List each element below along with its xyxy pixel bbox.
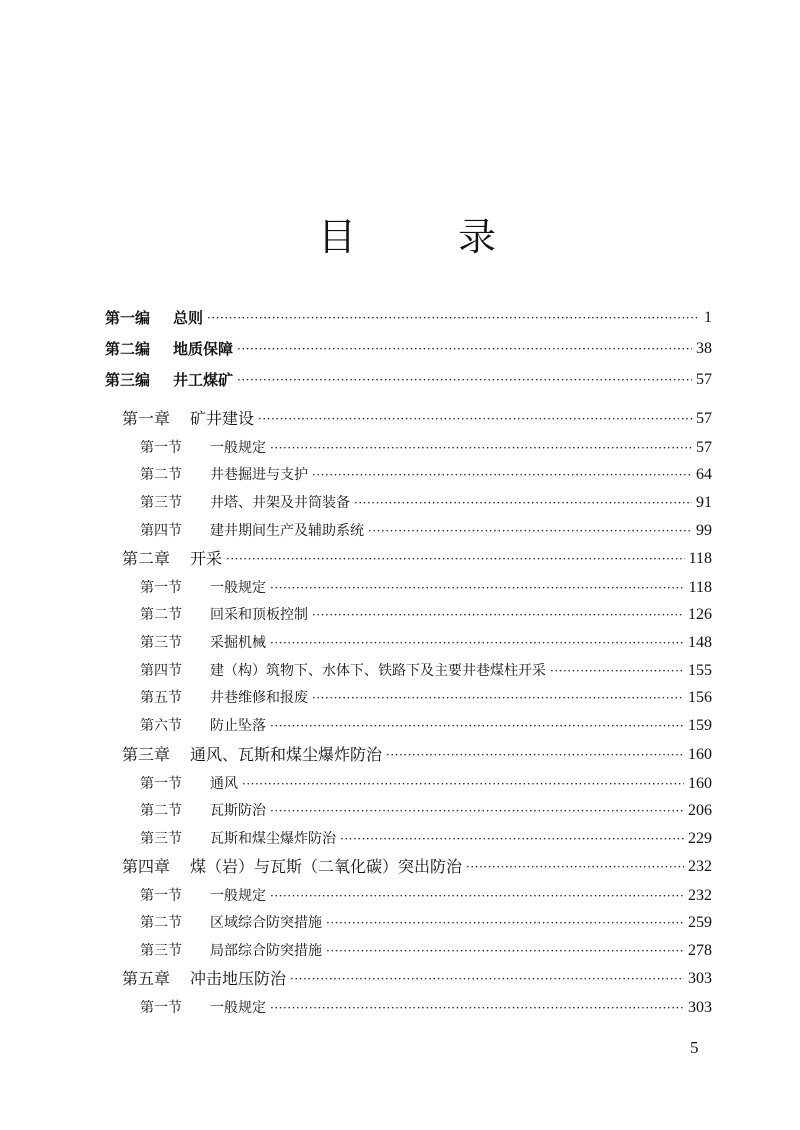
toc-entry-number: 第三节 (140, 943, 182, 959)
toc-entry-chapter[interactable] (122, 853, 712, 881)
toc-entry-number: 第二节 (140, 915, 182, 931)
toc-leader-dots (312, 601, 684, 629)
toc-title-left-char: 目 (318, 215, 357, 259)
toc-entry-number: 第四章 (122, 857, 171, 876)
toc-entry-section[interactable] (140, 909, 712, 937)
toc-entry-number: 第一节 (140, 440, 182, 456)
toc-leader-dots (270, 797, 684, 825)
toc-entry-number: 第五节 (140, 690, 182, 706)
toc-entry-part[interactable] (105, 335, 712, 363)
toc-entry-title: 防止坠落 (210, 718, 266, 734)
toc-entry-number: 第二节 (140, 467, 182, 483)
toc-entry-page: 303 (688, 999, 712, 1016)
toc-leader-dots (312, 461, 692, 489)
toc-entry-number: 第二节 (140, 607, 182, 623)
toc-entry-page: 155 (688, 662, 712, 679)
toc-entry-chapter[interactable] (122, 965, 712, 993)
toc-entry-title: 通风、瓦斯和煤尘爆炸防治 (190, 745, 383, 764)
toc-entry-title: 一般规定 (210, 580, 266, 596)
toc-entry-number: 第三节 (140, 635, 182, 651)
toc-entry-chapter[interactable] (122, 405, 712, 433)
toc-entry-section[interactable] (140, 629, 712, 657)
toc-entry-title: 井工煤矿 (173, 371, 234, 389)
toc-leader-dots (312, 684, 684, 712)
toc-entry-number: 第一编 (105, 309, 151, 327)
toc-entry-title: 井巷维修和报废 (210, 690, 308, 706)
toc-entry-page: 57 (696, 410, 712, 427)
toc-entry-page: 148 (688, 634, 712, 651)
toc-entry-page: 1 (704, 309, 712, 326)
toc-entry-page: 57 (696, 439, 712, 456)
toc-entry-number: 第一节 (140, 580, 182, 596)
toc-leader-dots (207, 304, 700, 332)
toc-entry-title: 建（构）筑物下、水体下、铁路下及主要井巷煤柱开采 (210, 663, 546, 679)
toc-leader-dots (226, 545, 685, 573)
toc-leader-dots (270, 574, 685, 602)
toc-entry-title: 一般规定 (210, 440, 266, 456)
toc-entry-number: 第一节 (140, 1000, 182, 1016)
toc-entry-title: 一般规定 (210, 1000, 266, 1016)
toc-entry-number: 第四节 (140, 663, 182, 679)
toc-leader-dots (550, 657, 684, 685)
toc-entry-number: 第一节 (140, 776, 182, 792)
toc-entry-title: 瓦斯和煤尘爆炸防治 (210, 831, 336, 847)
toc-entry-part[interactable] (105, 304, 712, 332)
toc-title (0, 212, 800, 262)
toc-entry-page: 64 (696, 466, 712, 483)
toc-leader-dots (270, 882, 684, 910)
toc-entry-page: 118 (688, 579, 712, 596)
toc-entry-section[interactable] (140, 434, 712, 462)
toc-title-right-char: 录 (458, 215, 497, 259)
toc-entry-section[interactable] (140, 937, 712, 965)
page-number: 5 (690, 1038, 699, 1057)
toc-leader-dots (270, 712, 684, 740)
toc-entry-part[interactable] (105, 366, 712, 394)
toc-entry-page: 303 (688, 970, 712, 987)
toc-leader-dots (242, 770, 684, 798)
toc-entry-number: 第一节 (140, 888, 182, 904)
toc-entry-title: 通风 (210, 776, 238, 792)
toc-entry-page: 160 (688, 746, 712, 763)
toc-entry-page: 99 (696, 522, 712, 539)
toc-entry-title: 区域综合防突措施 (210, 915, 322, 931)
toc-entry-title: 采掘机械 (210, 635, 266, 651)
toc-entry-section[interactable] (140, 574, 712, 602)
toc-entry-number: 第二节 (140, 803, 182, 819)
toc-entry-page: 159 (688, 717, 712, 734)
toc-leader-dots (340, 825, 684, 853)
toc-entry-section[interactable] (140, 770, 712, 798)
toc-entry-page: 278 (688, 942, 712, 959)
toc-entry-section[interactable] (140, 517, 712, 545)
toc-entry-number: 第四节 (140, 523, 182, 539)
toc-entry-title: 煤（岩）与瓦斯（二氧化碳）突出防治 (190, 857, 463, 876)
toc-entry-title: 冲击地压防治 (190, 969, 287, 988)
toc-entry-page: 91 (696, 494, 712, 511)
toc-entry-page: 38 (696, 340, 712, 357)
toc-leader-dots (386, 741, 684, 769)
toc-entry-number: 第三编 (105, 371, 151, 389)
toc-entry-title: 局部综合防突措施 (210, 943, 322, 959)
toc-entry-section[interactable] (140, 684, 712, 712)
toc-entry-title: 瓦斯防治 (210, 803, 266, 819)
toc-entry-title: 建井期间生产及辅助系统 (210, 523, 364, 539)
toc-entry-number: 第三章 (122, 745, 171, 764)
toc-leader-dots (237, 366, 692, 394)
toc-leader-dots (237, 335, 692, 363)
toc-entry-number: 第三节 (140, 831, 182, 847)
toc-leader-dots (290, 965, 684, 993)
toc-entry-title: 一般规定 (210, 888, 266, 904)
toc-entry-number: 第六节 (140, 718, 182, 734)
toc-leader-dots (326, 909, 684, 937)
toc-entry-page: 232 (688, 858, 712, 875)
toc-entry-chapter[interactable] (122, 741, 712, 769)
toc-entry-page: 259 (688, 914, 712, 931)
toc-entry-title: 矿井建设 (190, 409, 255, 428)
toc-entry-section[interactable] (140, 712, 712, 740)
toc-entry-title: 回采和顶板控制 (210, 607, 308, 623)
toc-entry-page: 160 (688, 775, 712, 792)
toc-leader-dots (270, 994, 684, 1022)
toc-leader-dots (354, 489, 692, 517)
toc-entry-section[interactable] (140, 882, 712, 910)
toc-entry-page: 232 (688, 887, 712, 904)
toc-leader-dots (270, 629, 684, 657)
toc-entry-section[interactable] (140, 489, 712, 517)
toc-entry-page: 156 (688, 689, 712, 706)
toc-leader-dots (466, 853, 684, 881)
toc-entry-page: 229 (688, 830, 712, 847)
toc-leader-dots (270, 434, 692, 462)
toc-entry-number: 第二编 (105, 340, 151, 358)
toc-entry-number: 第二章 (122, 549, 171, 568)
toc-leader-dots (368, 517, 692, 545)
toc-entry-section[interactable] (140, 461, 712, 489)
toc-entry-section[interactable] (140, 657, 712, 685)
toc-leader-dots (326, 937, 684, 965)
toc-entry-section[interactable] (140, 601, 712, 629)
toc-entry-section[interactable] (140, 797, 712, 825)
toc-entry-number: 第五章 (122, 969, 171, 988)
toc-entry-chapter[interactable] (122, 545, 712, 573)
toc-entry-page: 126 (688, 606, 712, 623)
toc-entry-section[interactable] (140, 994, 712, 1022)
toc-entry-title: 总则 (173, 309, 204, 327)
toc-entry-title: 地质保障 (173, 340, 234, 358)
toc-entry-number: 第一章 (122, 409, 171, 428)
toc-leader-dots (258, 405, 692, 433)
toc-entry-page: 206 (688, 802, 712, 819)
toc-entry-number: 第三节 (140, 495, 182, 511)
toc-entry-title: 开采 (190, 549, 223, 568)
toc-entry-page: 118 (688, 550, 712, 567)
toc-entry-title: 井巷掘进与支护 (210, 467, 308, 483)
toc-entry-title: 井塔、井架及井筒装备 (210, 495, 350, 511)
toc-entry-section[interactable] (140, 825, 712, 853)
toc-entry-page: 57 (696, 371, 712, 388)
